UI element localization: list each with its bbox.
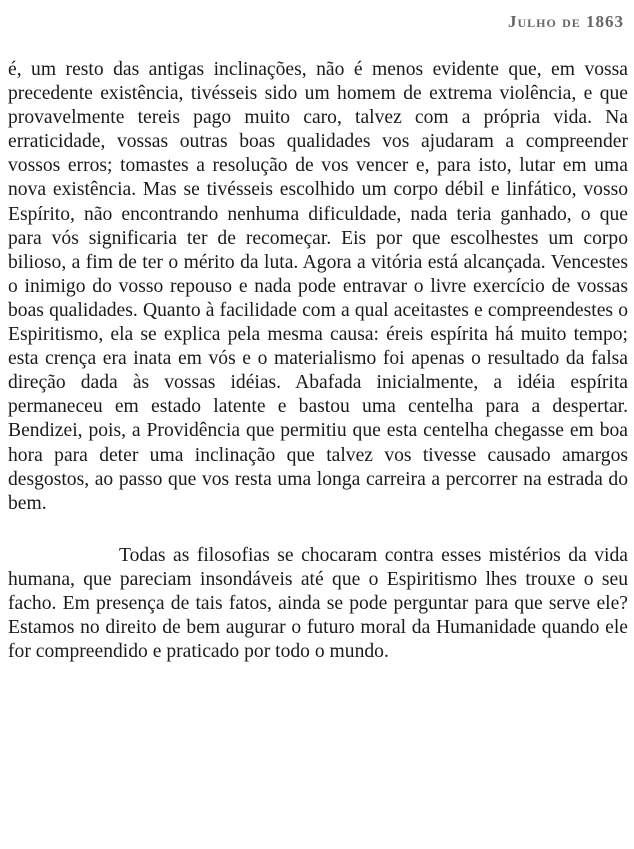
paragraph-2: Todas as filosofias se chocaram contra esses mistérios da vida humana, que pareciam insondáveis até que o Espiritismo lhes trouxe o seu facho. Em presença de tais fatos, ainda se pode perguntar para que serve ele? Estamos no direito de bem augurar o futuro moral da Humanidade quando ele for compreendido e praticado por todo o mundo. [8,544,628,663]
paragraph-1: é, um resto das antigas inclinações, não é menos evidente que, em vossa precedente existência, tivésseis sido um homem de extrema violência, e que provavelmente tereis pago muito caro, talvez com a própria vida. Na erraticidade, vossas outras boas qualidades vos ajudaram a compreender vossos erros; tomastes a resolução de vos vencer e, para isto, lutar em uma nova existência. Mas se tivésseis escolhido um corpo débil e linfático, vosso Espírito, não encontrando nenhuma dificuldade, nada teria ganhado, o que para vós significaria ter de recomeçar. Eis por que escolhestes um corpo bilioso, a fim de ter o mérito da luta. Agora a vitória está alcançada. Vencestes o inimigo do vosso repouso e nada pode entravar o livre exercício de vossas boas qualidades. Quanto à facilidade com a qual aceitastes e compreendestes o Espiritismo, ela se explica pela mesma causa: éreis espírita há muito tempo; esta crença era inata em vós e o materialismo foi apenas o resultado da falsa direção dada às vossas idéias. Abafada inicialmente, a idéia espírita permaneceu em estado latente e bastou uma centelha para a despertar. Bendizei, pois, a Providência que permitiu que esta centelha chegasse em boa hora para deter uma inclinação que talvez vos tivesse causado amargos desgostos, ao passo que vos resta uma longa carreira a percorrer na estrada do bem. [8,59,628,514]
running-header: Julho de 1863 [507,12,624,31]
page-body [8,58,628,664]
